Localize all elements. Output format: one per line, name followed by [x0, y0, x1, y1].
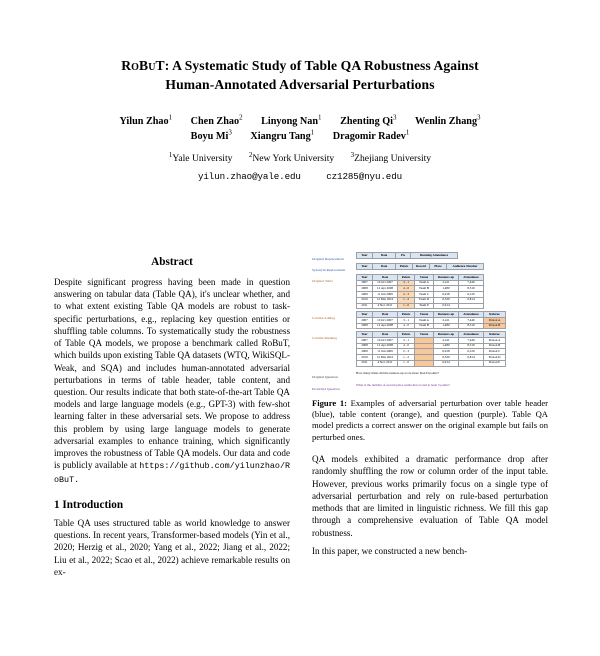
table-cell: 2009: [357, 349, 373, 355]
table-cell: 6,120: [459, 292, 484, 298]
affiliation-name: Zhejiang University: [354, 153, 432, 165]
author-name: Chen Zhao: [190, 115, 240, 127]
table-header-cell: Year: [357, 275, 373, 281]
figure-perturbed-question: [312, 382, 548, 391]
email-address[interactable]: cz1285@nyu.edu: [326, 170, 403, 182]
title-line1-rest: : A Systematic Study of Table QA Robustness Against: [164, 58, 479, 73]
table-header-cell: Date: [373, 275, 398, 281]
table-header-cell: Attendance: [459, 275, 484, 281]
author-affil-mark: 1: [405, 129, 410, 138]
affiliation-name: New York University: [252, 153, 335, 165]
table-cell: Team E: [415, 303, 434, 309]
table-cell: 1 - 2: [398, 297, 415, 303]
figure-caption-text: Examples of adversarial perturbation over table header (blue), table content (orange), and question (purple). Table QA model predicts a correct answer on the original example but fails on perturbed ones.: [312, 397, 548, 442]
table-cell: 1 - 0: [398, 303, 415, 309]
table-cell: Team A: [415, 317, 434, 323]
question-text: How many times did the runners-up score more than D points?: [356, 370, 439, 375]
table-header-cell: Year: [357, 253, 373, 259]
figure-row-label: Column Adding: [312, 316, 336, 321]
table-cell: Team B: [415, 323, 434, 329]
table-cell: Person B: [484, 343, 506, 349]
table-header-cell: Pts: [396, 253, 411, 259]
page-title: [54, 56, 546, 95]
table-cell: 2007: [357, 280, 373, 286]
affiliation-list: [54, 152, 546, 166]
table-cell: 6,120: [459, 349, 484, 355]
section-heading-introduction: 1 Introduction: [54, 498, 124, 511]
table-cell: 2 - 3: [398, 349, 415, 355]
author-name: Xiangru Tang: [250, 131, 311, 143]
mini-table-header-original: [356, 252, 458, 259]
figure-row-label: Perturbed Question: [312, 386, 341, 391]
table-cell: Person C: [484, 349, 506, 355]
figure-row-label: Synonym Replacement: [312, 268, 346, 272]
author: [333, 129, 410, 145]
table-cell: 2,411: [434, 317, 459, 323]
table-cell: 3 - 1: [398, 317, 415, 323]
author: [415, 114, 481, 130]
table-cell: 1 - 0: [398, 360, 415, 366]
table-cell: [459, 303, 484, 309]
table-cell: 12 Mar 2010: [373, 355, 398, 361]
table-header-cell: Referee: [484, 332, 506, 338]
author-name: Linyong Nan: [261, 115, 319, 127]
table-row: [357, 303, 484, 309]
table-header-cell: Runners-up: [434, 332, 459, 338]
author: [119, 114, 172, 130]
table-cell: 1,480: [434, 323, 459, 329]
table-header-cell: Record: [413, 264, 430, 270]
table-cell: 2007: [357, 317, 373, 323]
table-cell: 12 Apr 2008: [373, 323, 398, 329]
mini-table-column-masking: [356, 331, 506, 366]
author-affil-mark: 1: [168, 113, 173, 122]
table-row: [357, 323, 506, 329]
table-cell: 12 Apr 2008: [373, 286, 398, 292]
author-affil-mark: 1: [318, 113, 322, 122]
table-cell: 2008: [357, 343, 373, 349]
author-list: [94, 114, 506, 146]
table-cell: 2011: [357, 360, 373, 366]
table-cell: 1 - 2: [398, 355, 415, 361]
table-cell: Team B: [415, 286, 434, 292]
author-affil-mark: 3: [477, 113, 481, 122]
table-header-cell: Date: [373, 312, 398, 318]
mini-table-header-synonym: [356, 263, 484, 270]
table-cell: Person A: [484, 317, 506, 323]
table-header-cell: Runners-up: [434, 312, 459, 318]
figure-1: [312, 252, 548, 443]
table-cell: Team A: [415, 280, 434, 286]
table-cell: 10 Oct 2007: [373, 280, 398, 286]
affiliation: [249, 153, 334, 164]
table-row: [357, 253, 458, 259]
right-paragraph-1: QA models exhibited a dramatic performance drop after randomly shuffling the row or column order of the input table. However, previous works primarily focus on a single type of adversarial perturbation and rely on rule-based perturbation methods that are limited in linguistic richness. We fill this gap through a comprehensive evaluation of Table QA model robustness.: [312, 454, 548, 538]
table-cell: [459, 360, 484, 366]
left-column: [54, 252, 290, 584]
table-header-cell: Year: [357, 264, 373, 270]
figure-block-column-adding: [312, 311, 548, 329]
affiliation: [351, 153, 432, 164]
table-cell: 8,519: [459, 323, 484, 329]
table-cell: Person B: [484, 323, 506, 329]
table-cell: 4 - 0: [398, 323, 415, 329]
table-header-cell: Venue: [415, 332, 434, 338]
author-name: Yilun Zhao: [119, 115, 169, 127]
table-cell: Team D: [415, 297, 434, 303]
table-cell: 10 Oct 2007: [373, 338, 398, 344]
table-row: [357, 360, 506, 366]
affiliation-mark: 3: [350, 151, 355, 160]
table-cell: 8,519: [459, 343, 484, 349]
figure-row-label: Original Replacement: [312, 257, 344, 261]
figure-block-header-replacement: [312, 252, 548, 261]
table-cell: 6,914: [434, 360, 459, 366]
table-cell: 6,520: [434, 297, 459, 303]
table-cell: Person E: [484, 360, 506, 366]
body-columns: [54, 252, 548, 584]
affiliation-mark: 1: [168, 151, 173, 160]
table-cell: 11 Jun 2009: [373, 292, 398, 298]
table-cell: Person D: [484, 355, 506, 361]
author-affil-mark: 3: [393, 113, 397, 122]
table-header-cell: Referee: [484, 312, 506, 318]
table-cell: 12 Apr 2008: [373, 343, 398, 349]
table-cell: 4 - 0: [398, 286, 415, 292]
table-cell: 2008: [357, 286, 373, 292]
table-cell: 10 Oct 2007: [373, 317, 398, 323]
title-line2: Human-Annotated Adversarial Perturbations: [165, 77, 435, 93]
intro-paragraph-1: Table QA uses structured table as world knowledge to answer questions. In recent years, Transformer-based models (Yin et al., 2020; Herzig et al., 2020; Yang et al., 2022; Jiang et al., 2022; Liu et al., 2022; Scao et al., 2022) achieve remarkable results on ex-: [54, 517, 290, 577]
author: [191, 114, 243, 130]
table-row: [357, 264, 484, 270]
author-name: Wenlin Zhang: [415, 115, 478, 127]
table-cell: 7,440: [459, 317, 484, 323]
right-column: [312, 252, 548, 584]
table-cell: 7,440: [459, 280, 484, 286]
figure-block-synonym-replacement: [312, 263, 548, 272]
table-cell: 6,918: [434, 292, 459, 298]
author-row-1: [94, 114, 506, 130]
table-header-cell: Running Attendance: [411, 253, 458, 259]
figure-caption: [312, 398, 548, 444]
affiliation: [169, 153, 233, 164]
figure-block-original-table: [312, 274, 548, 309]
table-cell: 2,411: [434, 280, 459, 286]
figure-row-label: Original Table: [312, 279, 333, 283]
right-paragraph-2: In this paper, we constructed a new bench-: [312, 545, 468, 556]
mini-table-column-adding: [356, 311, 506, 329]
table-cell: 1,480: [434, 343, 459, 349]
table-header-cell: Date: [373, 332, 398, 338]
affiliation-name: Yale University: [172, 153, 233, 165]
table-header-cell: Points: [398, 275, 415, 281]
abstract-url[interactable]: https://github.com/yilunzhao/RoBuT.: [54, 461, 290, 485]
author-affil-mark: 2: [239, 113, 243, 122]
table-cell: 2 - 3: [398, 292, 415, 298]
table-cell: 2011: [357, 303, 373, 309]
table-cell: 6,520: [434, 355, 459, 361]
table-cell: 1,480: [434, 286, 459, 292]
table-cell: 6,918: [434, 349, 459, 355]
table-header-cell: Venue: [415, 312, 434, 318]
author-row-2: [94, 129, 506, 145]
figure-caption-label: Figure 1:: [312, 397, 347, 408]
author-affil-mark: 1: [310, 129, 315, 138]
title-block: [54, 56, 546, 182]
abstract-body: Despite significant progress having been made in question answering on tabular data (Table QA), it's unclear whether, and to what extent existing Table QA models are robust to task-specific perturbations, e.g., replacing key question entities or shuffling table columns. To systematically study the robustness of Table QA models, we propose a benchmark called RoBuT, which builds upon existing Table QA datasets (WTQ, WikiSQL-Weak, and SQA) and includes human-annotated adversarial perturbations in terms of table header, table content, and question. Our results indicate that both state-of-the-art Table QA models and large language models (e.g., GPT-3) with few-shot learning falter in these adversarial sets. We propose to address this problem by using large language models to generate adversarial examples to enhance training, which significantly improves the robustness of Table QA models. Our data and code is publicly available at: [54, 277, 290, 471]
table-header-cell: Venue: [415, 275, 434, 281]
table-cell: 4 - 0: [398, 343, 415, 349]
author: [261, 114, 321, 130]
author: [250, 129, 314, 145]
table-header-cell: Attendance: [459, 312, 484, 318]
table-header-cell: Points: [396, 264, 413, 270]
table-header-cell: Attendance: [459, 332, 484, 338]
table-cell: 3 - 1: [398, 338, 415, 344]
table-cell: Person A: [484, 338, 506, 344]
table-header-cell: Runners-up: [434, 275, 459, 281]
table-cell: 4 Nov 2011: [373, 303, 398, 309]
abstract-heading: Abstract: [151, 256, 193, 268]
email-list: [54, 171, 546, 182]
figure-1-image: [312, 252, 548, 391]
table-header-cell: Year: [357, 312, 373, 318]
table-cell: 11 Jun 2009: [373, 349, 398, 355]
table-cell: 2007: [357, 338, 373, 344]
table-cell: 7,440: [459, 338, 484, 344]
table-header-cell: Audience Number: [447, 264, 484, 270]
paper-page: [0, 56, 600, 656]
author: [340, 114, 396, 130]
figure-row-label: Original Question: [312, 374, 339, 379]
table-cell: 12 Mar 2010: [373, 297, 398, 303]
figure-block-column-masking: [312, 331, 548, 366]
table-cell: 2010: [357, 355, 373, 361]
table-cell: 4 Nov 2011: [373, 360, 398, 366]
figure-row-label: Column Masking: [312, 336, 338, 341]
author: [191, 129, 232, 145]
title-acronym: RoBuT: [121, 58, 165, 73]
table-cell: 2,411: [434, 338, 459, 344]
table-header-cell: Points: [398, 312, 415, 318]
author-name: Zhenting Qi: [340, 115, 393, 127]
author-name: Dragomir Radev: [332, 131, 406, 143]
email-address[interactable]: yilun.zhao@yale.edu: [197, 170, 301, 182]
table-cell: 6,814: [459, 297, 484, 303]
table-header-cell: Points: [398, 332, 415, 338]
table-cell: 8,519: [459, 286, 484, 292]
table-cell: 2009: [357, 292, 373, 298]
table-cell-masked: [415, 360, 434, 366]
table-cell: 3 - 1: [398, 280, 415, 286]
table-cell: 6,914: [434, 303, 459, 309]
table-cell: 2008: [357, 323, 373, 329]
table-header-cell: Year: [357, 332, 373, 338]
table-header-cell: Date: [373, 264, 396, 270]
table-cell: 6,814: [459, 355, 484, 361]
table-cell: Team C: [415, 292, 434, 298]
table-header-cell: Place: [430, 264, 447, 270]
abstract-text: [54, 276, 290, 486]
author-affil-mark: 3: [228, 129, 232, 138]
table-header-cell: Date: [373, 253, 396, 259]
author-name: Boyu Mi: [190, 131, 229, 143]
figure-original-question: [312, 370, 548, 379]
table-cell: 2010: [357, 297, 373, 303]
mini-table-original: [356, 274, 484, 309]
question-text: What is the number of second place teams that scored at least 3 points?: [356, 382, 450, 387]
affiliation-mark: 2: [248, 151, 253, 160]
